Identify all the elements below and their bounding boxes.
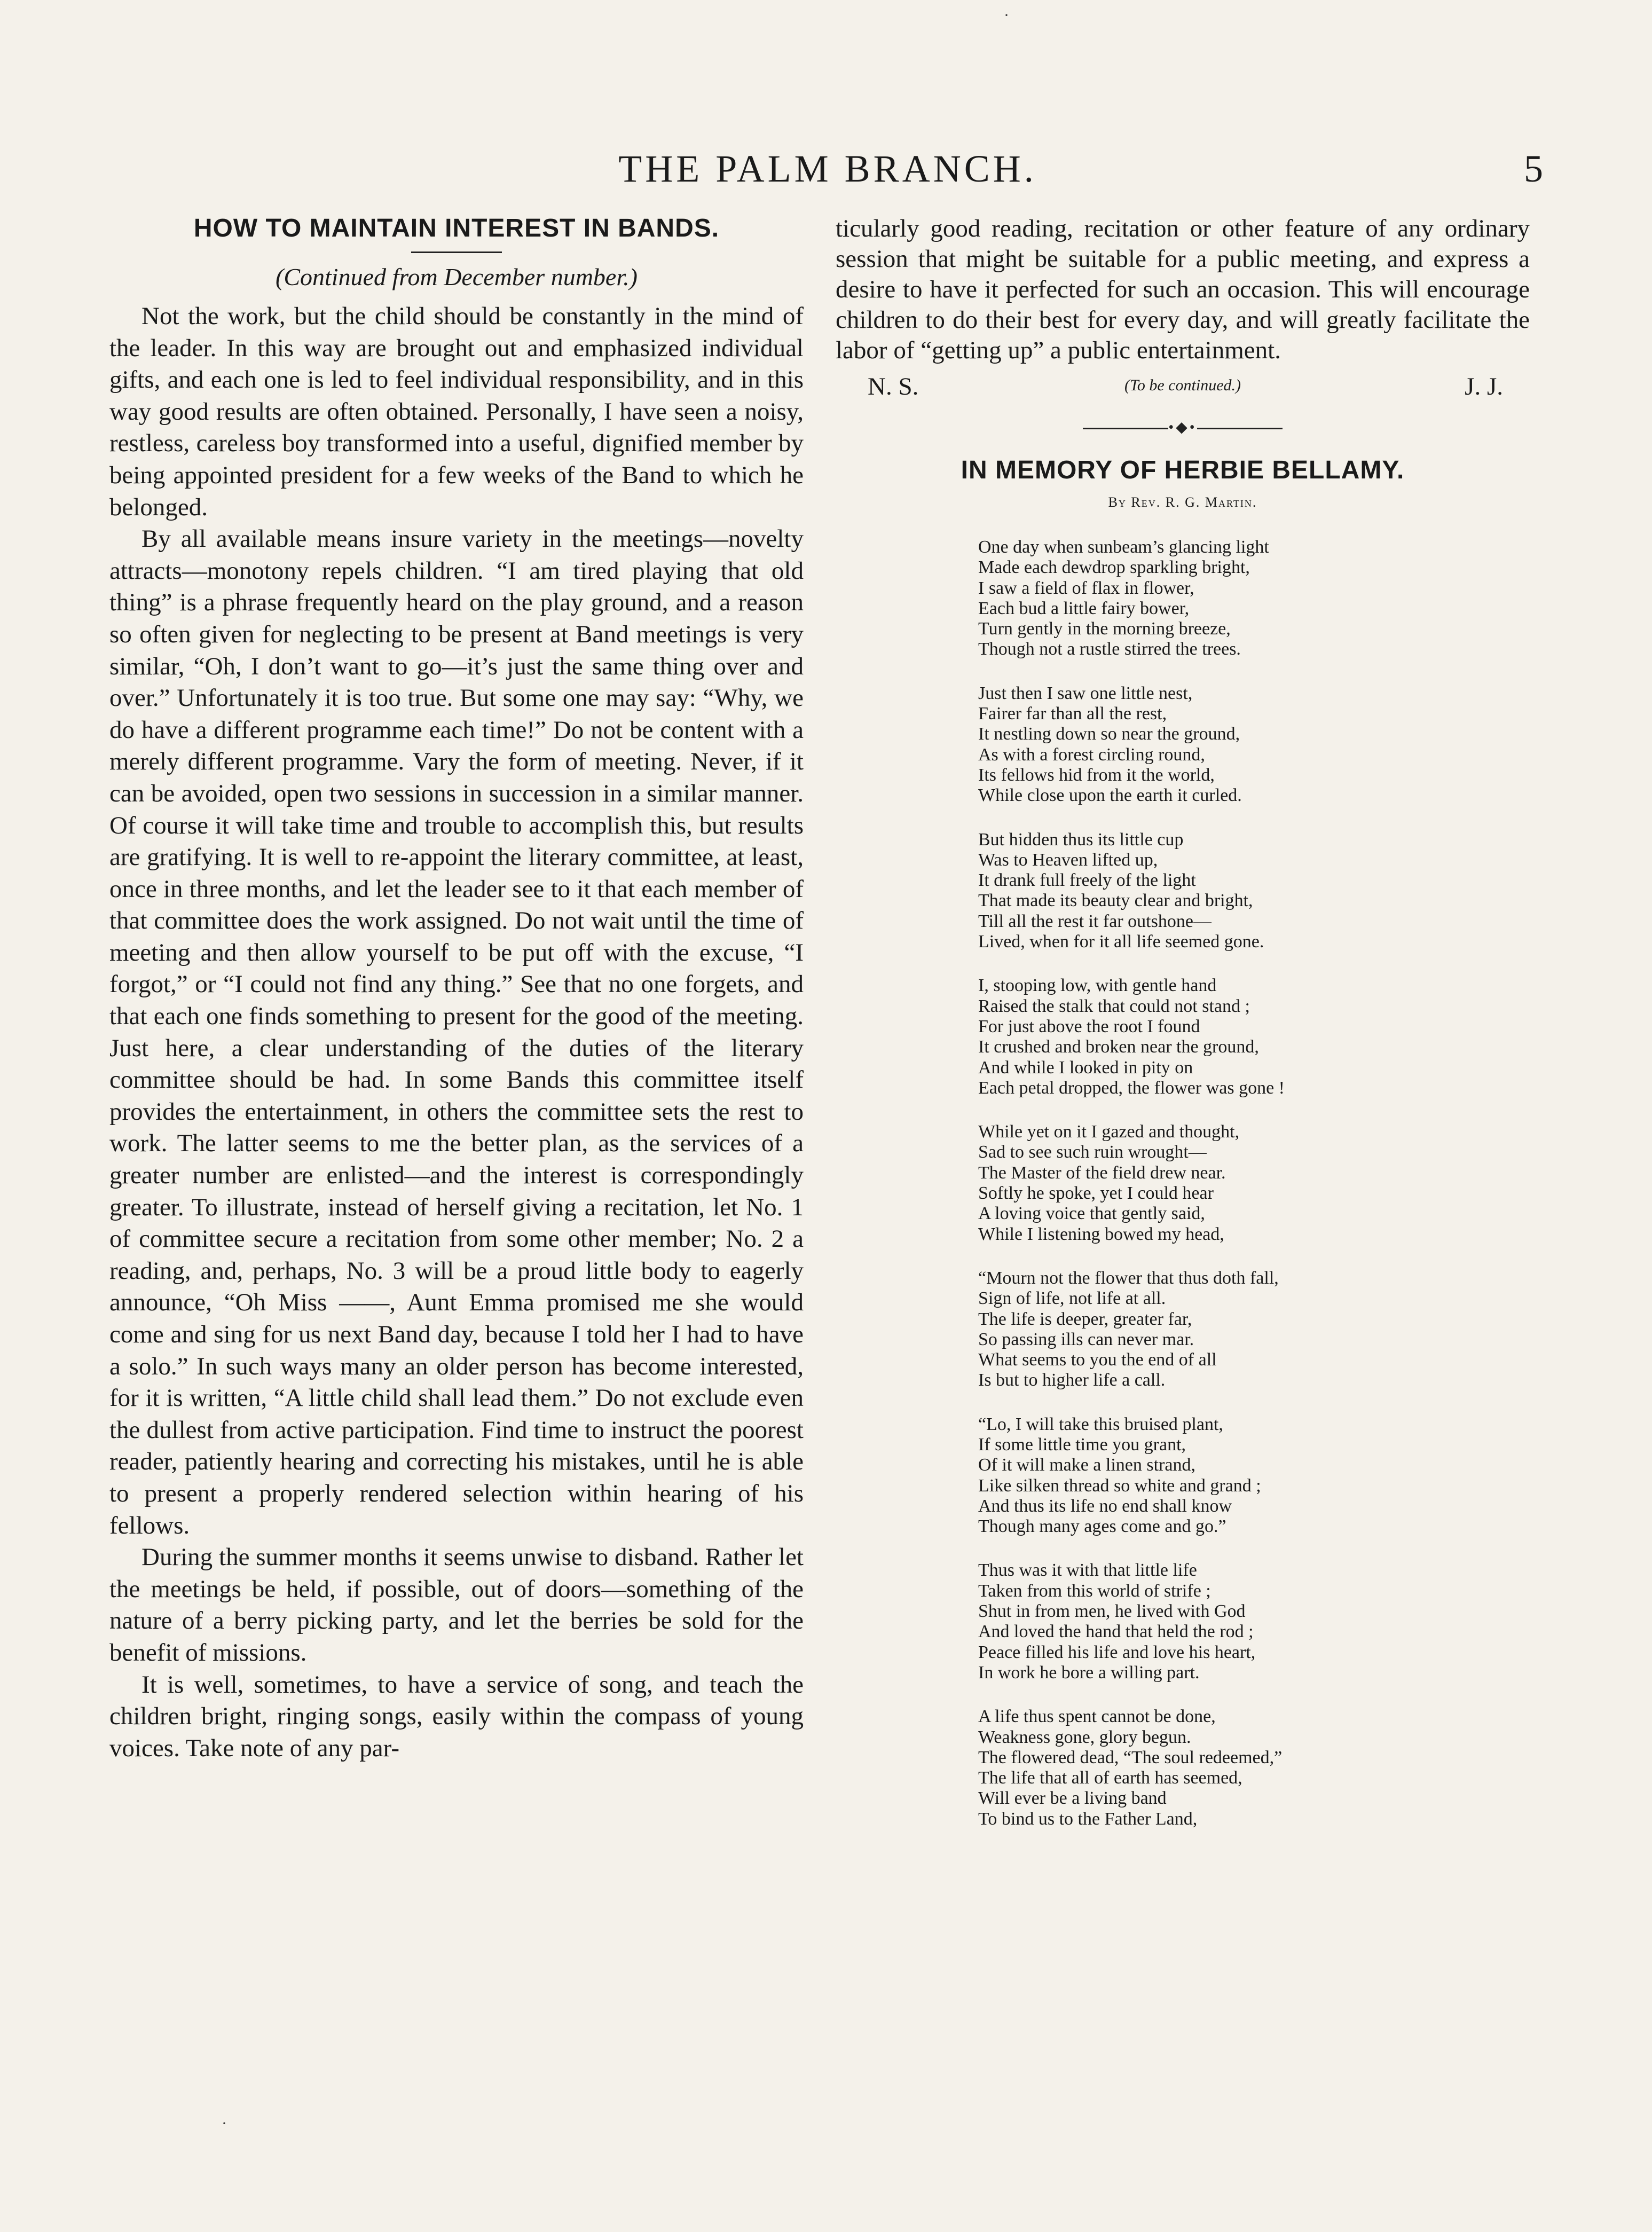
poem-line: And while I looked in pity on [978, 1057, 1193, 1078]
poem-stanza [978, 976, 1530, 1098]
poem-line: Thus was it with that little life [978, 1560, 1197, 1581]
poem-line: Its fellows hid from it the world, [978, 765, 1215, 785]
poem-line: To bind us to the Father Land, [978, 1809, 1198, 1829]
signature-row [836, 372, 1530, 404]
poem-line: It drank full freely of the light [978, 870, 1196, 891]
print-speck: · [1004, 6, 1009, 24]
poem-line: But hidden thus its little cup [978, 829, 1184, 850]
poem-stanza [978, 1707, 1530, 1829]
poem-line: It nestling down so near the ground, [978, 724, 1240, 744]
poem-stanza [978, 1560, 1530, 1683]
poem-line: Just then I saw one little nest, [978, 683, 1193, 703]
heading-rule [411, 252, 502, 253]
poem-line: A life thus spent cannot be done, [978, 1707, 1216, 1727]
article-heading: HOW TO MAINTAIN INTEREST IN BANDS. [193, 214, 720, 242]
signature-left: N. S. [868, 373, 919, 400]
poem-line: It crushed and broken near the ground, [978, 1037, 1259, 1057]
poem-line: A loving voice that gently said, [978, 1204, 1205, 1224]
poem-line: While close upon the earth it curled. [978, 785, 1242, 806]
poem-line: Of it will make a linen strand, [978, 1455, 1195, 1475]
article-continuation: ticularly good reading, recitation or other feature of any ordinary session that might be suitable for a public meeting, and express a desire to have it perfected for such an occasion. This will encourage children to do their best for every day, and will greatly facilitate the labor of “getting up” a public entertainment. [836, 215, 1530, 364]
poem-line: Each petal dropped, the flower was gone ! [978, 1078, 1285, 1098]
poem-line: Made each dewdrop sparkling bright, [978, 557, 1250, 578]
poem-byline: By Rev. R. G. Martin. [1108, 494, 1257, 510]
poem-line: Softly he spoke, yet I could hear [978, 1183, 1214, 1204]
poem-line: Weakness gone, glory begun. [978, 1727, 1191, 1747]
poem-line: For just above the root I found [978, 1016, 1200, 1036]
poem-body [978, 537, 1530, 1829]
poem-line: “Mourn not the flower that thus doth fall, [978, 1268, 1279, 1288]
poem-line: As with a forest circling round, [978, 744, 1205, 765]
poem-line: Though many ages come and go.” [978, 1516, 1226, 1537]
poem-heading: IN MEMORY OF HERBIE BELLAMY. [961, 456, 1405, 484]
poem-line: Each bud a little fairy bower, [978, 598, 1190, 618]
poem-line: Sad to see such ruin wrought— [978, 1142, 1207, 1162]
poem-line: One day when sunbeam’s glancing light [978, 537, 1269, 557]
poem-line: Lived, when for it all life seemed gone. [978, 932, 1264, 952]
article-subtitle: (Continued from December number.) [276, 263, 638, 290]
poem-line: What seems to you the end of all [978, 1350, 1217, 1370]
poem-line: Taken from this world of strife ; [978, 1581, 1211, 1601]
poem-line: Shut in from men, he lived with God [978, 1601, 1246, 1622]
poem-line: Turn gently in the morning breeze, [978, 619, 1231, 639]
poem-line: The life that all of earth has seemed, [978, 1768, 1242, 1788]
section-divider: •◆• [836, 418, 1530, 436]
poem-line: Though not a rustle stirred the trees. [978, 639, 1241, 659]
poem-stanza [978, 830, 1530, 953]
poem-line: Was to Heaven lifted up, [978, 850, 1158, 870]
poem-line: The life is deeper, greater far, [978, 1309, 1192, 1329]
poem-line: If some little time you grant, [978, 1434, 1186, 1455]
article-paragraph: By all available means insure variety in the meetings—novelty attracts—monotony repels children. “I am tired playing that old thing” is a phrase frequently heard on the play ground, and a reason so often given for neglecting to be present at Band meetings is very similar, “Oh, I don’t want to go—it’s just the same thing over and over.” Unfortunately it is too true. But some one may say: “Why, we do have a different programme each time!” Do not be content with a merely different programme. Vary the form of meeting. Never, if it can be avoided, open two sessions in succession in a similar manner. Of course it will take time and trouble to accomplish this, but results are gratifying. It is well to re-appoint the literary committee, at least, once in three months, and let the leader see to it that each member of that committee does the work assigned. Do not wait until the time of meeting and then allow yourself to be put off with the excuse, “I forgot,” or “I could not find any thing.” See that no one forgets, and that each one finds something to present for the good of the meeting. Just here, a clear understanding of the duties of the literary committee should be had. In some Bands this committee itself provides the entertainment, in others the committee sets the rest to work. The latter seems to me the better plan, as the services of a greater number are enlisted—and the interest is correspondingly greater. To illustrate, instead of herself giving a recitation, let No. 1 of committee secure a recitation from some other member; No. 2 a reading, and, perhaps, No. 3 will be a proud little body to eagerly announce, “Oh Miss ——, Aunt Emma promised me she would come and sing for us next Band day, because I told her I had to have a solo.” In such ways many an older person has become interested, for it is written, “A little child shall lead them.” Do not exclude even the dullest from active participation. Find time to instruct the poorest reader, patiently hearing and correcting his mistakes, until he is able to present a properly rendered selection within hearing of his fellows. [109, 525, 804, 1539]
poem-line: While I listening bowed my head, [978, 1224, 1224, 1244]
poem-line: Like silken thread so white and grand ; [978, 1475, 1261, 1496]
poem-line: In work he bore a willing part. [978, 1662, 1200, 1683]
poem-line: Will ever be a living band [978, 1788, 1167, 1809]
poem-line: I saw a field of flax in flower, [978, 578, 1194, 598]
article-paragraph: It is well, sometimes, to have a service of song, and teach the children bright, ringing songs, easily within the compass of young voices. Take note of any par- [109, 1670, 804, 1762]
poem-stanza [978, 1268, 1530, 1391]
poem-line: I, stooping low, with gentle hand [978, 976, 1217, 996]
poem-line: Peace filled his life and love his heart, [978, 1642, 1256, 1662]
poem-line: And thus its life no end shall know [978, 1496, 1232, 1516]
left-column [109, 214, 804, 1764]
poem-line: The Master of the field drew near. [978, 1162, 1226, 1183]
right-column [836, 214, 1530, 1853]
poem-line: Sign of life, not life at all. [978, 1288, 1166, 1309]
masthead [107, 147, 1548, 206]
poem-stanza [978, 683, 1530, 806]
publication-title: THE PALM BRANCH. [618, 147, 1037, 190]
poem-line: Is but to higher life a call. [978, 1370, 1166, 1390]
poem-line: So passing ills can never mar. [978, 1329, 1194, 1349]
poem-line: And loved the hand that held the rod ; [978, 1622, 1254, 1642]
poem-line: “Lo, I will take this bruised plant, [978, 1414, 1223, 1434]
poem-line: The flowered dead, “The soul redeemed,” [978, 1747, 1283, 1767]
poem-line: Raised the stalk that could not stand ; [978, 996, 1250, 1016]
poem-stanza [978, 537, 1530, 660]
print-speck: · [222, 2115, 227, 2132]
to-be-continued-note: (To be continued.) [1124, 376, 1241, 394]
poem-line: Fairer far than all the rest, [978, 704, 1167, 724]
article-paragraph: Not the work, but the child should be constantly in the mind of the leader. In this way are brought out and emphasized individual gifts, and each one is led to feel individual responsibility, and in this way good results are often obtained. Personally, I have seen a noisy, restless, careless boy transformed into a useful, dignified member by being appointed president for a few weeks of the Band to which he belonged. [109, 302, 804, 521]
poem-stanza [978, 1122, 1530, 1245]
poem-line: That made its beauty clear and bright, [978, 891, 1253, 911]
signature-right: J. J. [1465, 373, 1503, 400]
article-paragraph: During the summer months it seems unwise to disband. Rather let the meetings be held, if possible, out of doors—something of the nature of a berry picking party, and let the berries be sold for the benefit of missions. [109, 1543, 804, 1667]
article-body [109, 301, 804, 1764]
poem-line: While yet on it I gazed and thought, [978, 1122, 1240, 1142]
poem-stanza [978, 1414, 1530, 1537]
poem-line: Till all the rest it far outshone— [978, 911, 1212, 931]
page-number: 5 [1524, 147, 1543, 190]
